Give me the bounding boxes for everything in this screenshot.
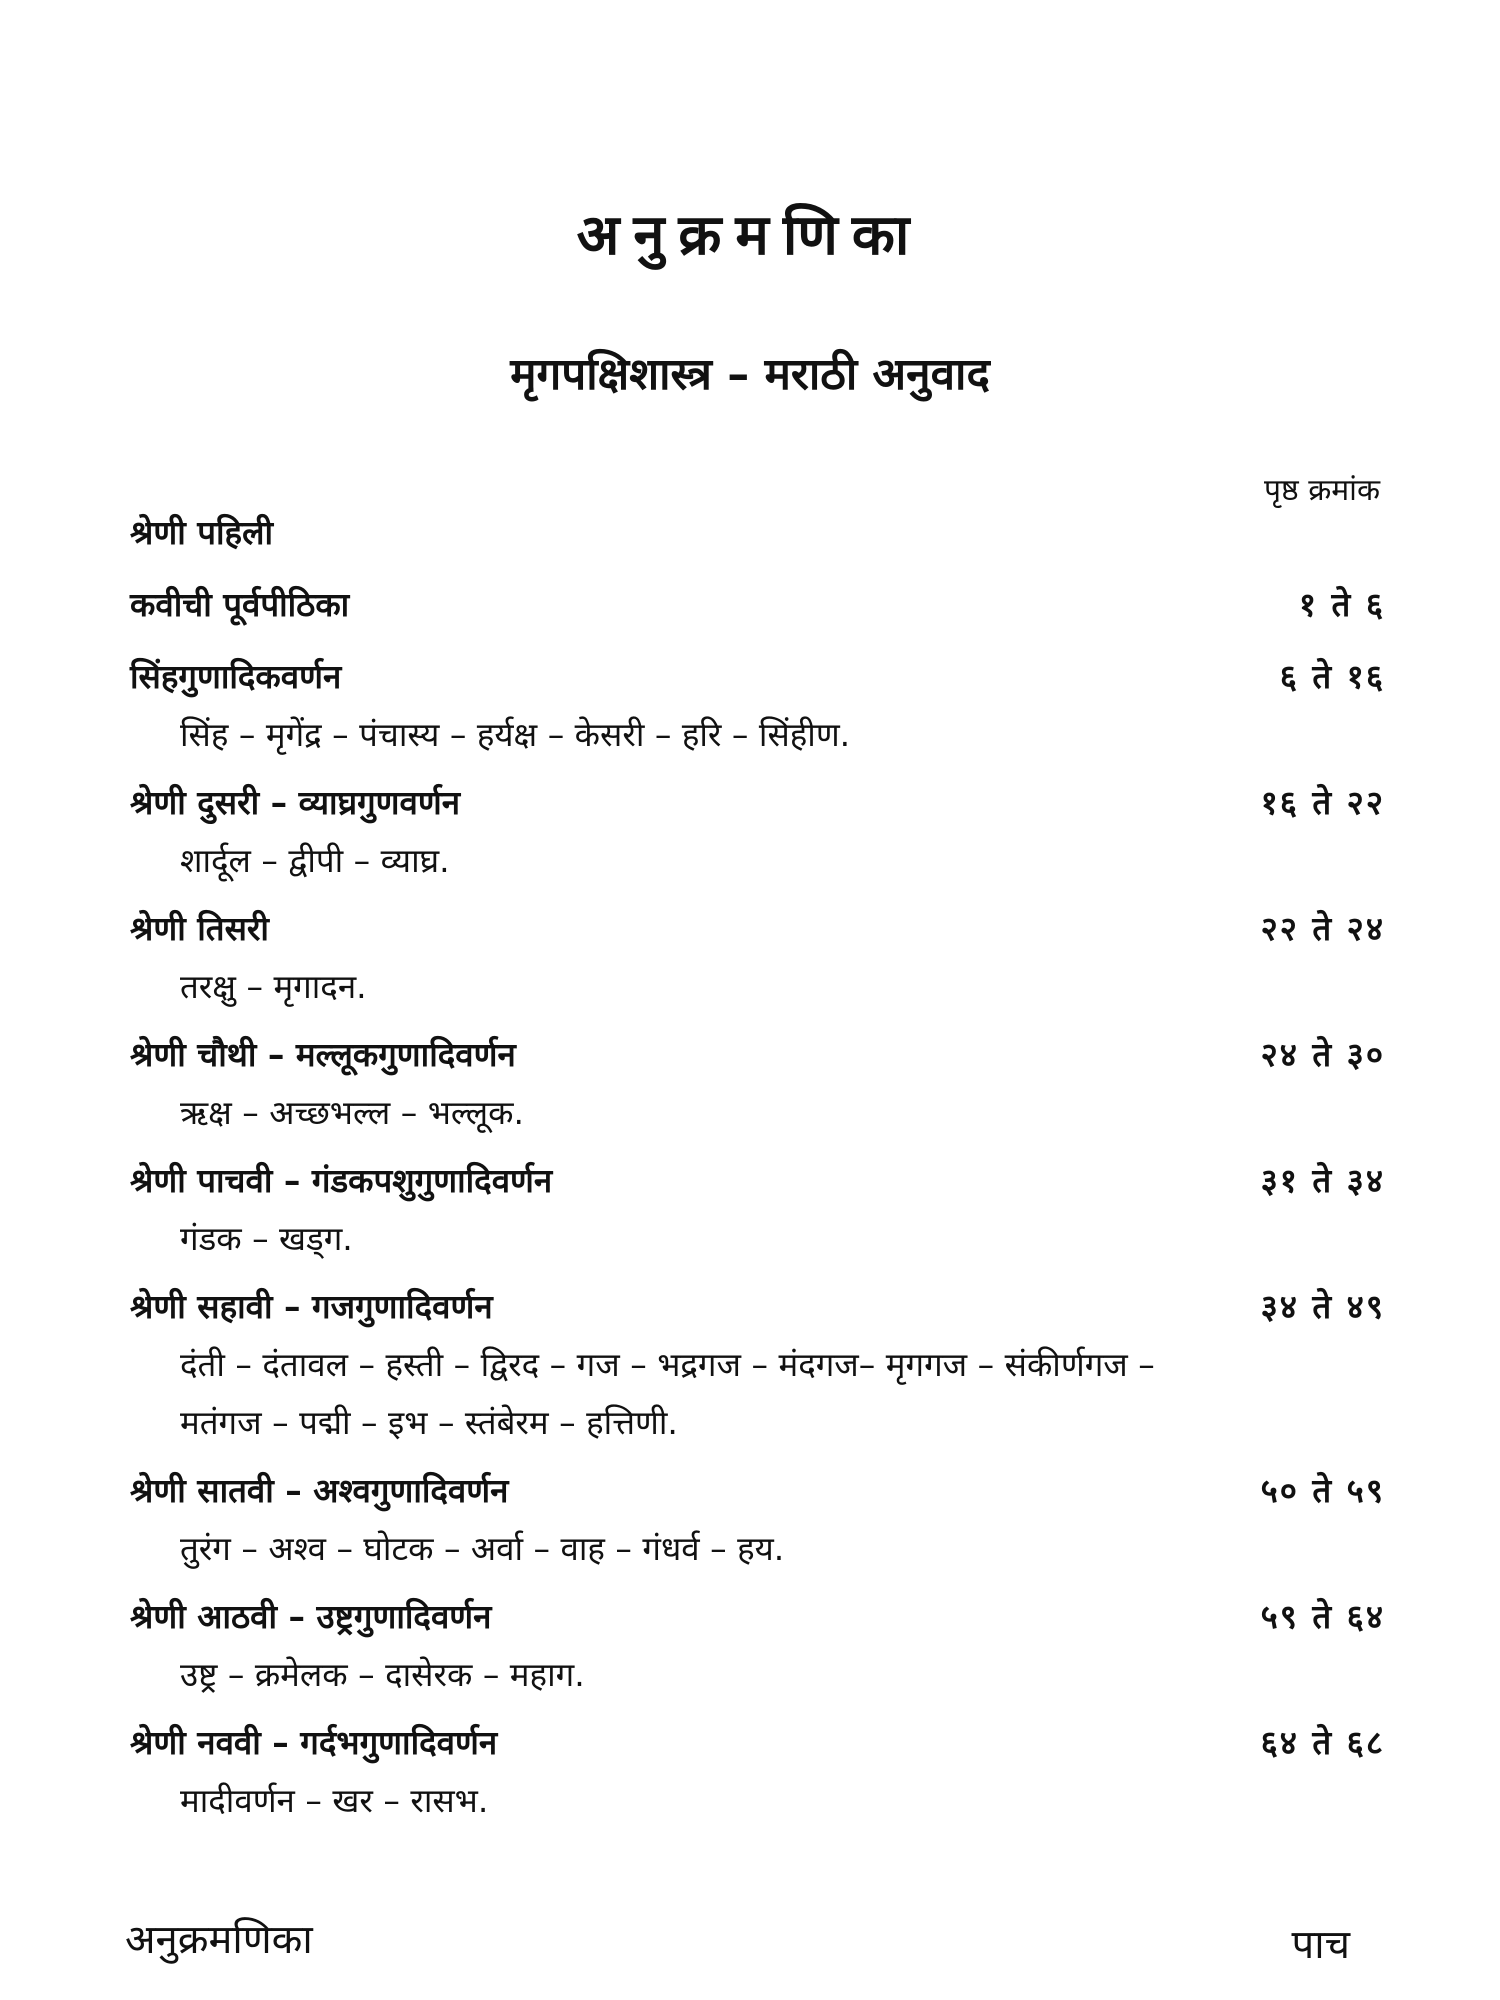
toc-entry-synonyms: सिंह – मृगेंद्र – पंचास्य – हर्यक्ष – केसरी – हरि – सिंहीण. — [180, 715, 851, 754]
toc-entry-title: श्रेणी पहिली — [130, 513, 273, 552]
toc-entry — [130, 1022, 1385, 1142]
toc-entry — [130, 500, 1385, 566]
toc-entry — [130, 1274, 1385, 1452]
toc-entry-synonyms: ऋक्ष – अच्छभल्ल – भल्लूक. — [180, 1093, 525, 1132]
toc-entry-synonyms: गंडक – खड्ग. — [180, 1219, 353, 1258]
toc-entry — [130, 896, 1385, 1016]
toc-entry-synonyms: तरक्षु – मृगादन. — [180, 967, 367, 1006]
toc-entry-synonyms: मादीवर्णन – खर – रासभ. — [180, 1781, 489, 1820]
toc-entry-title: श्रेणी आठवी – उष्ट्रगुणादिवर्णन — [130, 1597, 492, 1636]
toc-entry-pages: २४ ते ३० — [1260, 1035, 1385, 1074]
toc-entry — [130, 1148, 1385, 1268]
toc-entry-title: श्रेणी नववी – गर्दभगुणादिवर्णन — [130, 1723, 498, 1762]
toc-entry — [130, 644, 1385, 764]
toc-entry — [130, 572, 1385, 638]
toc-entry-title: श्रेणी सातवी – अश्वगुणादिवर्णन — [130, 1471, 509, 1510]
toc-entry-pages: १ ते ६ — [1298, 585, 1385, 624]
toc-entry-title: सिंहगुणादिकवर्णन — [130, 657, 342, 696]
toc-entry-synonyms: तुरंग – अश्व – घोटक – अर्वा – वाह – गंधर्व – हय. — [180, 1529, 785, 1568]
page-title: अनुक्रमणिका — [576, 203, 924, 268]
table-of-contents — [130, 500, 1385, 1836]
page-number-column-label: पृष्ठ क्रमांक — [1263, 473, 1380, 508]
toc-entry — [130, 1710, 1385, 1830]
toc-entry-pages: ५९ ते ६४ — [1260, 1597, 1385, 1636]
toc-entry-pages: १६ ते २२ — [1260, 783, 1385, 822]
toc-entry-pages: २२ ते २४ — [1260, 909, 1385, 948]
page-subtitle: मृगपक्षिशास्त्र – मराठी अनुवाद — [510, 349, 990, 400]
toc-entry-title: श्रेणी दुसरी – व्याघ्रगुणवर्णन — [130, 783, 461, 822]
toc-entry-title: श्रेणी तिसरी — [130, 909, 269, 948]
toc-entry-pages: ६४ ते ६८ — [1260, 1723, 1385, 1762]
page-number: पाच — [1291, 1922, 1350, 1968]
running-footer-title: अनुक्रमणिका — [125, 1917, 313, 1963]
toc-entry-synonyms: शार्दूल – द्वीपी – व्याघ्र. — [180, 841, 450, 880]
toc-entry-pages: ३१ ते ३४ — [1260, 1161, 1385, 1200]
toc-entry — [130, 770, 1385, 890]
toc-entry-title: श्रेणी सहावी – गजगुणादिवर्णन — [130, 1287, 493, 1326]
toc-entry-title: श्रेणी पाचवी – गंडकपशुगुणादिवर्णन — [130, 1161, 553, 1200]
toc-entry — [130, 1458, 1385, 1578]
toc-entry-pages: ६ ते १६ — [1279, 657, 1385, 696]
toc-entry-synonyms: दंती – दंतावल – हस्ती – द्विरद – गज – भद्रगज – मंदगज– मृगगज – संकीर्णगज – मतंगज – पद्मी – इभ – स्तंबेरम – हत्तिणी. — [180, 1345, 1155, 1442]
toc-entry-pages: ३४ ते ४९ — [1260, 1287, 1385, 1326]
toc-entry-title: कवीची पूर्वपीठिका — [130, 585, 350, 624]
toc-entry-title: श्रेणी चौथी – मल्लूकगुणादिवर्णन — [130, 1035, 516, 1074]
toc-entry — [130, 1584, 1385, 1704]
toc-entry-synonyms: उष्ट्र – क्रमेलक – दासेरक – महाग. — [180, 1655, 585, 1694]
toc-entry-pages: ५० ते ५९ — [1260, 1471, 1385, 1510]
